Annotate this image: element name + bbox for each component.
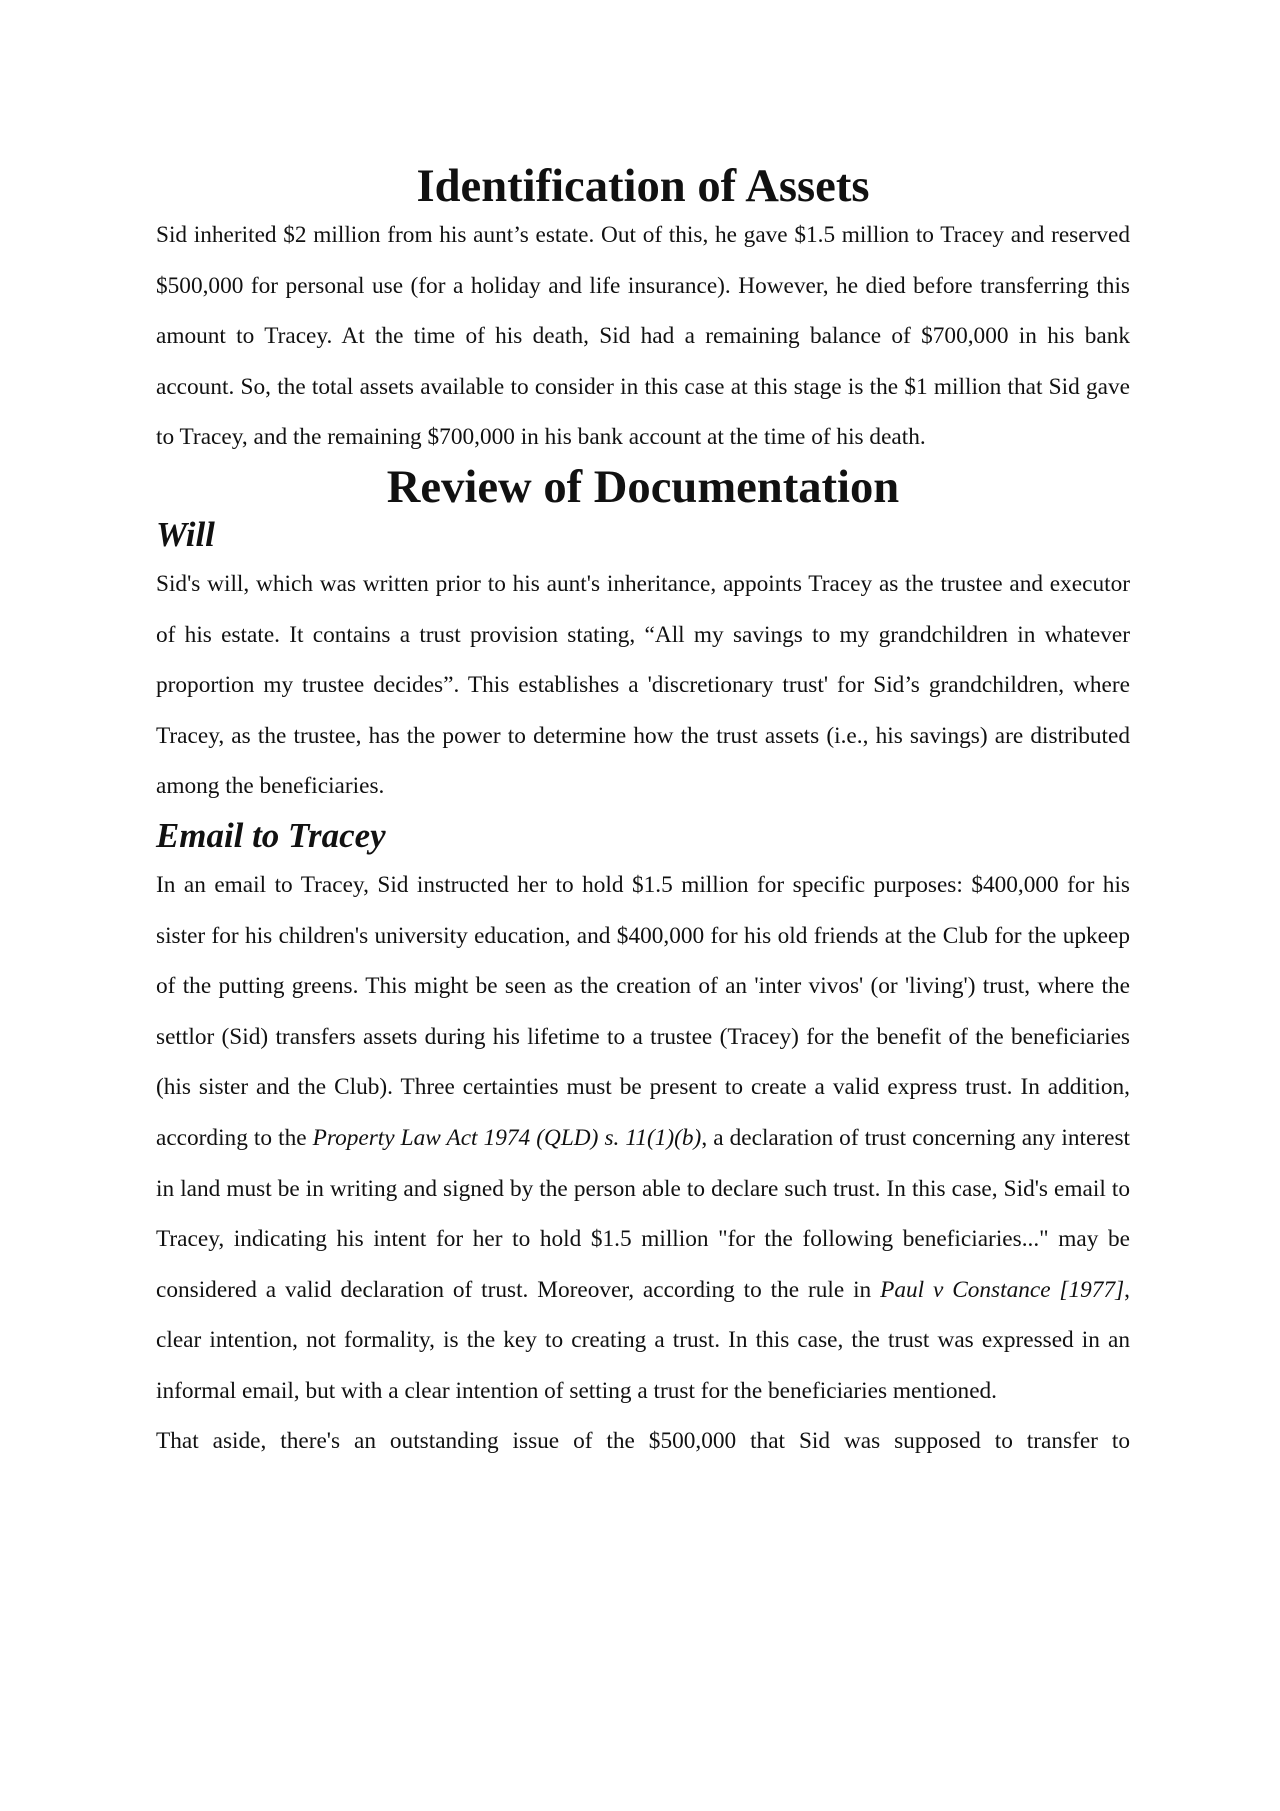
paragraph-email — [156, 860, 1130, 1417]
citation-property-law-act: Property Law Act 1974 (QLD) s. 11(1)(b) — [312, 1124, 702, 1151]
email-text-part2: , a declaration of trust concerning any interest in land must be in writing and signed by the person able to declare such trust. In this case, Sid's email to Tracey, indicating his intent for her to hold $1.5 million "for the following beneficiaries..." may be considered a valid declaration of trust. Moreover, according to the rule in — [156, 1124, 1130, 1303]
paragraph-assets: Sid inherited $2 million from his aunt’s estate. Out of this, he gave $1.5 million to Tracey and reserved $500,000 for personal use (for a holiday and life insurance). However, he died before transferring this amount to Tracey. At the time of his death, Sid had a remaining balance of $700,000 in his bank account. So, the total assets available to consider in this case at this stage is the $1 million that Sid gave to Tracey, and the remaining $700,000 in his bank account at the time of his death. — [156, 222, 1130, 451]
paragraph-closing: That aside, there's an outstanding issue of the $500,000 that Sid was supposed to transfer to — [156, 1428, 1130, 1455]
subheading-will: Will — [156, 514, 215, 554]
email-text-part3: , clear intention, not formality, is the key to creating a trust. In this case, the trust was expressed in an informal email, but with a clear intention of setting a trust for the beneficiaries mentioned. — [156, 1276, 1130, 1404]
heading-review-of-documentation: Review of Documentation — [386, 460, 900, 513]
email-text-part1: In an email to Tracey, Sid instructed her to hold $1.5 million for specific purposes: $400,000 for his sister for his children's university education, and $400,000 for his old friends at the Club for the upkeep of the putting greens. This might be seen as the creation of an 'inter vivos' (or 'living') trust, where the settlor (Sid) transfers assets during his lifetime to a trustee (Tracey) for the benefit of the beneficiaries (his sister and the Club). Three certainties must be present to create a valid express trust. In addition, according to the — [156, 871, 1130, 1151]
subheading-email-to-tracey: Email to Tracey — [156, 815, 386, 855]
heading-identification-of-assets: Identification of Assets — [416, 160, 870, 212]
document-page — [156, 162, 1130, 1467]
paragraph-will: Sid's will, which was written prior to his aunt's inheritance, appoints Tracey as the trustee and executor of his estate. It contains a trust provision stating, “All my savings to my grandchildren in whatever proportion my trustee decides”. This establishes a 'discretionary trust' for Sid’s grandchildren, where Tracey, as the trustee, has the power to determine how the trust assets (i.e., his savings) are distributed among the beneficiaries. — [156, 570, 1130, 800]
citation-paul-v-constance: Paul v Constance [1977] — [880, 1276, 1125, 1303]
